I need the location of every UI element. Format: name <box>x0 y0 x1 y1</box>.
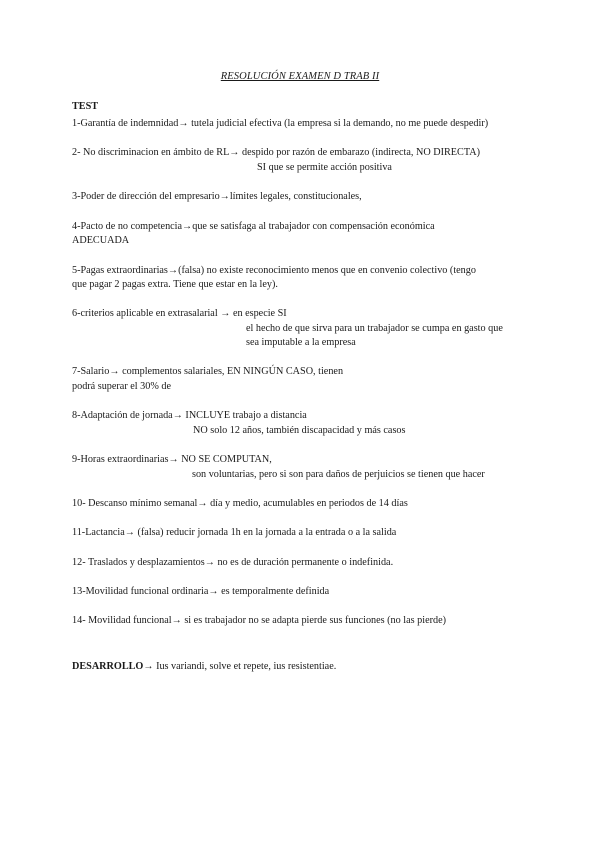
test-item-9-note: son voluntarias, pero si son para daños de perjuicios se tienen que hacer <box>192 469 485 480</box>
arrow-icon: → <box>143 661 154 672</box>
test-item-2: 2- No discriminacion en ámbito de RL→ despido por razón de embarazo (indirecta, NO DIRECTA) <box>72 147 480 158</box>
test-heading: TEST <box>72 101 99 112</box>
test-item-4-cont: ADECUADA <box>72 235 130 246</box>
test-item-9: 9-Horas extraordinarias→ NO SE COMPUTAN, <box>72 454 272 465</box>
page-title: RESOLUCIÓN EXAMEN D TRAB II <box>220 71 380 82</box>
test-item-8-note: NO solo 12 años, también discapacidad y más casos <box>193 425 406 436</box>
test-item-6: 6-criterios aplicable en extrasalarial → en especie SI <box>72 308 287 319</box>
test-item-14: 14- Movilidad funcional→ si es trabajador no se adapta pierde sus funciones (no las pierde) <box>72 615 446 626</box>
test-item-5: 5-Pagas extraordinarias→(falsa) no existe reconocimiento menos que en convenio colectivo (tengo <box>72 265 476 276</box>
test-item-7-cont: podrá superar el 30% de <box>72 381 172 392</box>
test-item-13: 13-Movilidad funcional ordinaria→ es temporalmente definida <box>72 586 330 597</box>
test-item-3: 3-Poder de dirección del empresario→límites legales, constitucionales, <box>72 191 362 202</box>
desarrollo-text: Ius variandi, solve et repete, ius resistentiae. <box>153 661 337 672</box>
test-item-6-note-1: el hecho de que sirva para un trabajador se cumpa en gasto que <box>246 323 503 334</box>
test-item-10: 10- Descanso mínimo semanal→ día y medio, acumulables en periodos de 14 días <box>72 498 408 509</box>
test-item-12: 12- Traslados y desplazamientos→ no es de duración permanente o indefinida. <box>72 557 394 568</box>
test-item-1: 1-Garantía de indemnidad→ tutela judicial efectiva (la empresa si la demando, no me puede despedir) <box>72 118 489 129</box>
desarrollo-label: DESARROLLO <box>72 661 144 672</box>
test-item-11: 11-Lactancia→ (falsa) reducir jornada 1h en la jornada a la entrada o a la salida <box>72 527 397 538</box>
test-item-2-note: SI que se permite acción positiva <box>257 162 392 173</box>
test-item-8: 8-Adaptación de jornada→ INCLUYE trabajo a distancia <box>72 410 307 421</box>
desarrollo-line <box>72 660 336 673</box>
test-item-4: 4-Pacto de no competencia→que se satisfaga al trabajador con compensación económica <box>72 221 435 232</box>
test-item-7: 7-Salario→ complementos salariales, EN NINGÚN CASO, tienen <box>72 366 344 377</box>
test-item-6-note-2: sea imputable a la empresa <box>246 337 356 348</box>
test-item-5-cont: que pagar 2 pagas extra. Tiene que estar en la ley). <box>72 279 278 290</box>
